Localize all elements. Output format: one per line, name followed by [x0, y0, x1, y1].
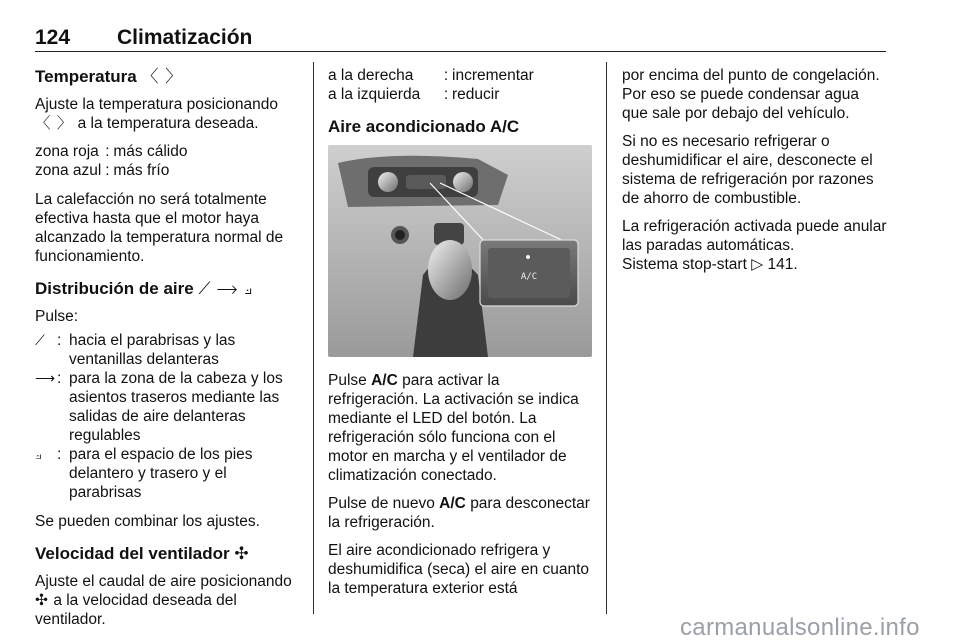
- column-divider-1: [313, 62, 314, 614]
- page-ref-link[interactable]: 141.: [767, 256, 798, 273]
- list-item: para el espacio de los pies delantero y trasero y el parabrisas: [69, 446, 253, 501]
- fan-paragraph: [35, 572, 299, 629]
- list-item: para la zona de la cabeza y los asientos traseros mediante las salidas de aire delanteras regulables: [69, 370, 283, 444]
- air-distribution-heading: [35, 278, 299, 299]
- footwell-icon: ⟓: [35, 446, 42, 462]
- heating-note: La calefacción no será totalmente efectiva hasta que el motor haya alcanzado la temperatura normal de funcionamiento.: [35, 191, 284, 265]
- zone-blue-label: zona azul: [35, 162, 102, 179]
- column-1: [35, 66, 299, 638]
- ac-p1-a: Pulse: [328, 372, 367, 389]
- direction-left-label: a la izquierda: [328, 86, 421, 103]
- ac-p2-b: para desconectar la refrigeración.: [328, 495, 590, 531]
- list-sep: :: [57, 446, 62, 463]
- ac-p2-a: Pulse de nuevo: [328, 495, 435, 512]
- temperature-text-b: a la temperatura deseada.: [77, 115, 259, 132]
- list-sep: :: [57, 370, 62, 387]
- ac-heading: Aire acondicionado A/C: [328, 117, 520, 136]
- ac-button-photo: [328, 145, 592, 357]
- temperature-heading-text: Temperatura: [35, 67, 137, 86]
- fan-text-b: a la velocidad deseada del ventilador.: [35, 592, 237, 628]
- temperature-knob-icon: 〈 〉: [141, 67, 184, 86]
- ac-console-illustration: [328, 145, 592, 357]
- col3-p3-text: La refrigeración activada puede anular las paradas automáticas.: [622, 218, 887, 254]
- column-3: [622, 66, 888, 274]
- column-2: [328, 66, 592, 607]
- temperature-text-a: Ajuste la temperatura posicionando: [35, 96, 278, 113]
- temperature-knob-icon-inline: 〈 〉: [35, 115, 74, 132]
- direction-list: [328, 66, 592, 104]
- temperature-heading: [35, 66, 299, 87]
- ac-p1-b: para activar la refrigeración. La activación se indica mediante el LED del botón. La refrigeración sólo funciona con el motor en marcha y el ventilador de climatización conectado.: [328, 372, 579, 484]
- col3-paragraph-2: Si no es necesario refrigerar o deshumidificar el aire, desconecte el sistema de refrigeración por razones de ahorro de combustible.: [622, 133, 874, 207]
- col3-paragraph-1: por encima del punto de congelación. Por eso se puede condensar agua que sale por debajo del vehículo.: [622, 67, 880, 122]
- zone-list: [35, 142, 299, 180]
- col3-paragraph-3: [622, 217, 888, 274]
- zone-sep: :: [105, 143, 110, 160]
- page-header: [35, 22, 886, 52]
- ac-p2-bold: A/C: [439, 495, 466, 512]
- fan-icon-inline: ✣: [35, 592, 49, 609]
- zone-sep: :: [105, 162, 110, 179]
- air-distribution-heading-text: Distribución de aire: [35, 279, 194, 298]
- list-item: hacia el parabrisas y las ventanillas delanteras: [69, 332, 236, 368]
- direction-left-value: reducir: [452, 86, 500, 103]
- direction-right-label: a la derecha: [328, 67, 414, 84]
- column-divider-2: [606, 62, 607, 614]
- head-level-icon: ⟶: [35, 370, 56, 386]
- air-distribution-icons: ⟋ ⟶ ⟓: [198, 279, 254, 298]
- page-number: 124: [35, 26, 71, 49]
- zone-red-label: zona roja: [35, 143, 99, 160]
- zone-red-value: más cálido: [113, 143, 188, 160]
- windscreen-icon: ⟋: [35, 332, 45, 348]
- fan-speed-heading-text: Velocidad del ventilador: [35, 544, 230, 563]
- ac-paragraph-3: El aire acondicionado refrigera y deshumidifica (seca) el aire en cuanto la temperatura exterior está: [328, 542, 590, 597]
- zone-blue-value: más frío: [113, 162, 170, 179]
- air-distribution-list: [35, 331, 299, 502]
- stop-start-text: Sistema stop-start: [622, 256, 747, 273]
- ac-paragraph-1: [328, 371, 592, 485]
- direction-sep: :: [443, 86, 449, 103]
- list-sep: :: [57, 332, 62, 349]
- direction-right-value: incrementar: [452, 67, 534, 84]
- fan-icon: ✣: [234, 544, 250, 563]
- combine-note: Se pueden combinar los ajustes.: [35, 513, 260, 530]
- ac-paragraph-2: [328, 494, 592, 532]
- fan-speed-heading: [35, 543, 299, 564]
- chapter-title: Climatización: [117, 26, 253, 49]
- watermark: carmanualsonline.info: [680, 614, 920, 641]
- fan-text-a: Ajuste el caudal de aire posicionando: [35, 573, 292, 590]
- page-ref-arrow-icon: ▷: [751, 256, 764, 273]
- ac-button-label: A/C: [520, 272, 538, 282]
- direction-sep: :: [443, 67, 449, 84]
- ac-p1-bold: A/C: [371, 372, 398, 389]
- pulse-label: Pulse:: [35, 308, 79, 325]
- temperature-paragraph: [35, 95, 299, 133]
